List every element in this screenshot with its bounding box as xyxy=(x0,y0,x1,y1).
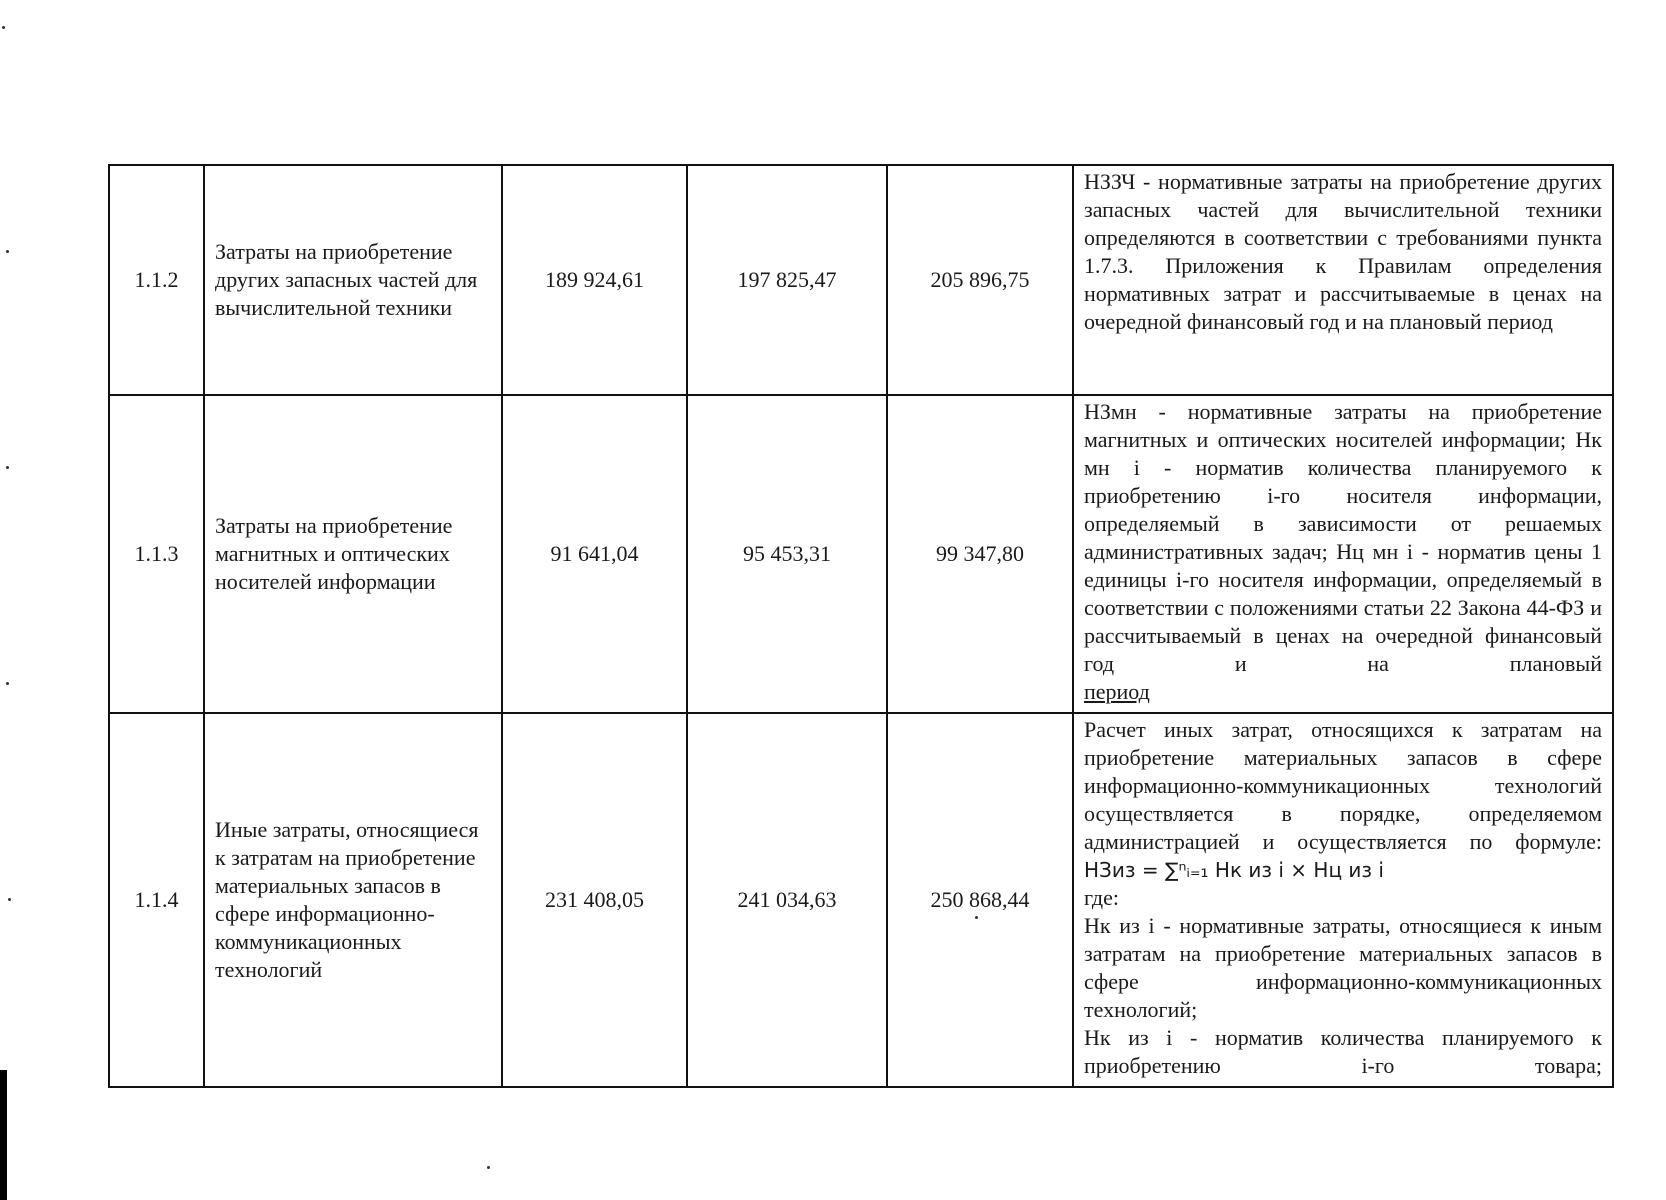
where-label: где: xyxy=(1084,885,1119,910)
scan-speck xyxy=(2,26,5,29)
description-text: НЗЗЧ - нормативные затраты на приобретение других запасных частей для вычислительной техники определяются в соответствии с требованиями пункта 1.7.3. Приложения к Правилам определения нормативных затрат и рассчитываемые в ценах на очередной финансовый год и на плановый период xyxy=(1084,169,1602,334)
value-year-1: 231 408,05 xyxy=(502,713,687,1087)
scan-speck xyxy=(6,466,9,469)
table-row xyxy=(109,165,1613,395)
value-year-2: 95 453,31 xyxy=(687,395,887,713)
row-number: 1.1.3 xyxy=(109,395,204,713)
row-number: 1.1.2 xyxy=(109,165,204,395)
formula: НЗиз = ∑ⁿᵢ₌₁ Нк из i × Нц из i xyxy=(1084,858,1384,882)
description-last-word: период xyxy=(1084,679,1150,704)
scan-edge-mark xyxy=(0,1070,7,1200)
scan-speck xyxy=(8,898,11,901)
description-cell xyxy=(1073,165,1613,395)
value-year-3: 250 868,44 xyxy=(887,713,1073,1087)
cost-item-name: Затраты на приобретение других запасных частей для вычислительной техники xyxy=(204,165,502,395)
description-cell xyxy=(1073,713,1613,1087)
scan-speck xyxy=(6,250,9,253)
table-row xyxy=(109,395,1613,713)
value-year-3: 205 896,75 xyxy=(887,165,1073,395)
cost-item-name: Иные затраты, относящиеся к затратам на приобретение материальных запасов в сфере информационно-коммуникационных технологий xyxy=(204,713,502,1087)
description-intro: Расчет иных затрат, относящихся к затратам на приобретение материальных запасов в сфере информационно-коммуникационных технологий осуществляется в порядке, определяемом администрацией и осуществляется по формуле: xyxy=(1084,717,1602,854)
value-year-1: 91 641,04 xyxy=(502,395,687,713)
scan-speck xyxy=(487,1166,490,1169)
cost-item-name: Затраты на приобретение магнитных и оптических носителей информации xyxy=(204,395,502,713)
description-text: НЗмн - нормативные затраты на приобретение магнитных и оптических носителей информации; Нк мн i - норматив количества планируемого к приобретению i-го носителя информации, определяемый в зависимости от решаемых административных задач; Нц мн i - норматив цены 1 единицы i-го носителя информации, определяемый в соответствии с положениями статьи 22 Закона 44-ФЗ и рассчитываемый в ценах на очередной финансовый год и на плановый xyxy=(1084,399,1602,676)
value-year-2: 241 034,63 xyxy=(687,713,887,1087)
row-number: 1.1.4 xyxy=(109,713,204,1087)
scan-speck xyxy=(975,916,978,919)
table-row xyxy=(109,713,1613,1087)
description-text: Нк из i - нормативные затраты, относящиеся к иным затратам на приобретение материальных запасов в сфере информационно-коммуникационных технологий; xyxy=(1084,913,1602,1022)
value-year-1: 189 924,61 xyxy=(502,165,687,395)
description-cell xyxy=(1073,395,1613,713)
value-year-2: 197 825,47 xyxy=(687,165,887,395)
scan-speck xyxy=(6,682,9,685)
cost-table xyxy=(108,164,1614,1088)
value-year-3: 99 347,80 xyxy=(887,395,1073,713)
description-text: Нк из i - норматив количества планируемого к приобретению i-го товара; xyxy=(1084,1025,1602,1078)
